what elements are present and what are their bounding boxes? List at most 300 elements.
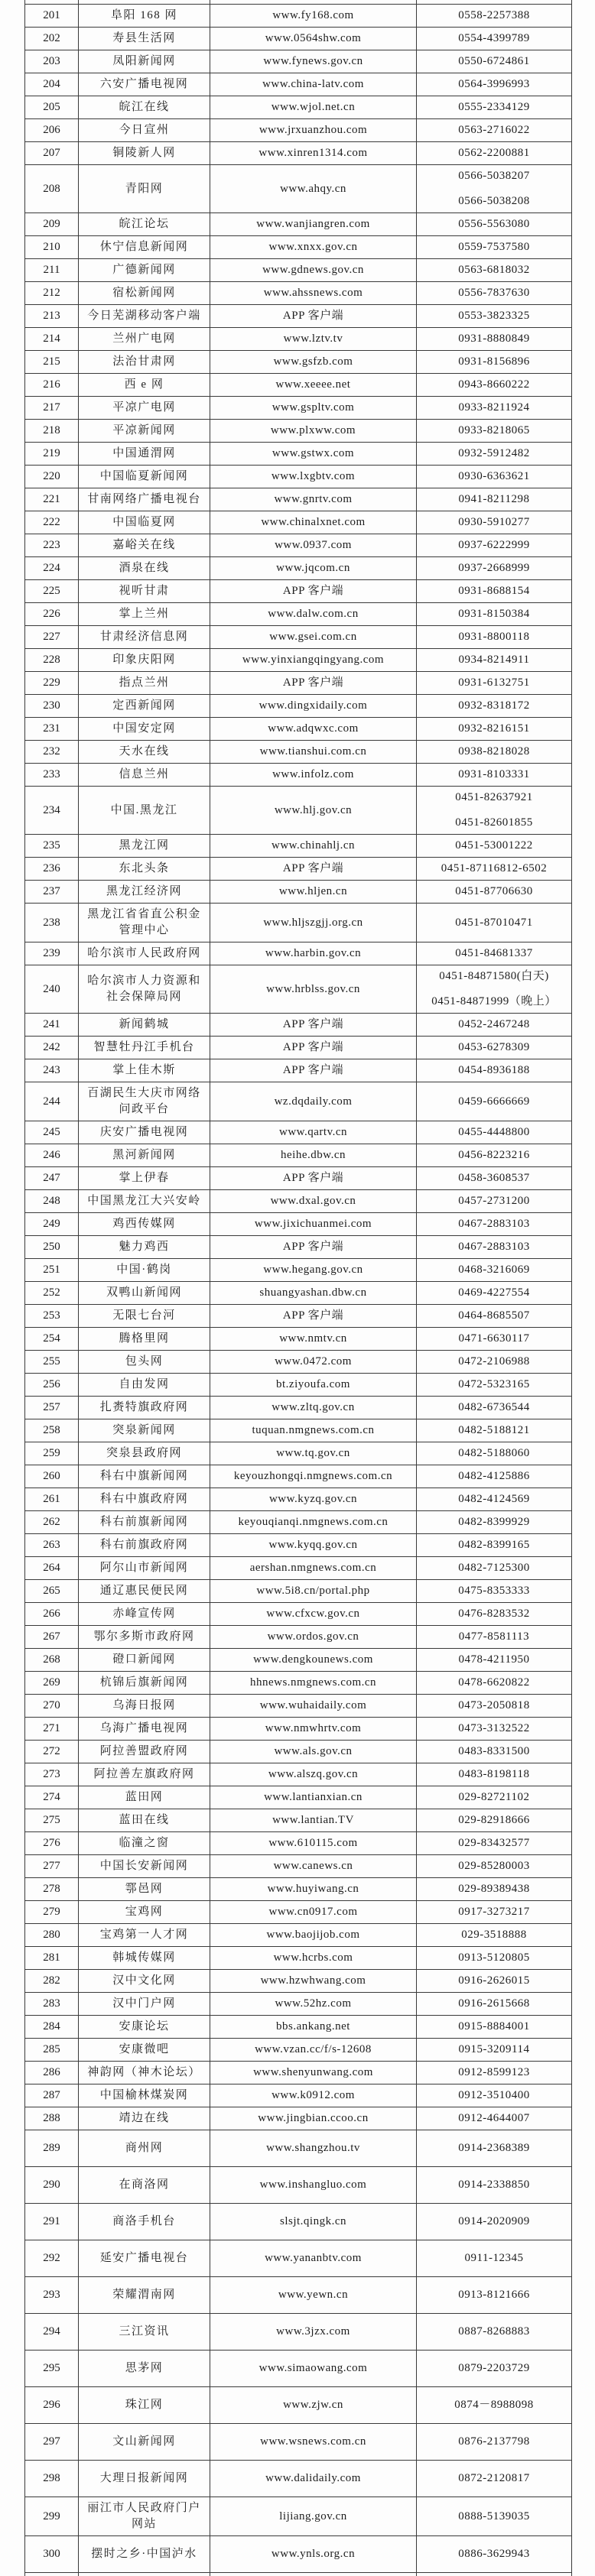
row-number-cell [25,96,79,118]
phone-cell-text: 0914-2020909 [458,2215,530,2227]
site-name-cell [79,1442,210,1465]
site-url-cell [210,282,417,304]
phone-cell-text: 0482-6736544 [458,1401,530,1413]
site-name-cell [79,1924,210,1946]
site-url-cell [210,1855,417,1877]
row-number-cell [25,2084,79,2107]
table-row [25,2130,571,2167]
row-number-cell-text: 241 [43,1018,60,1030]
site-name-cell [79,580,210,602]
site-name-cell [79,858,210,880]
site-name-cell-text: 信息兰州 [119,768,170,780]
site-url-cell [210,1672,417,1694]
site-url-cell-text: www.gstwx.com [271,447,355,459]
row-number-cell-text: 230 [43,699,60,712]
site-url-cell [210,1236,417,1258]
site-name-cell [79,1465,210,1488]
site-url-cell [210,580,417,602]
row-number-cell-text: 288 [43,2112,60,2124]
phone-cell [417,488,571,511]
phone-cell [417,50,571,73]
site-name-cell-text: 鄂尔多斯市政府网 [93,1630,195,1643]
phone-cell-text: 0457-2731200 [458,1195,530,1207]
site-name-cell-text: 安康微吧 [119,2043,170,2055]
site-name-cell [79,1397,210,1419]
site-name-cell [79,741,210,763]
phone-cell [417,1763,571,1786]
site-name-cell [79,351,210,373]
row-number-cell-text: 213 [43,310,60,322]
row-number-cell-text: 269 [43,1676,60,1689]
site-name-cell-text: 嘉峪关在线 [112,539,176,551]
row-number-cell-text: 262 [43,1516,60,1528]
site-name-cell-text: 哈尔滨市人力资源和 [87,975,201,987]
site-url-cell [210,649,417,671]
table-row [25,374,571,397]
table-row [25,2204,571,2240]
site-name-cell [79,1809,210,1831]
site-url-cell [210,1014,417,1036]
site-name-cell [79,119,210,141]
row-number-cell [25,1328,79,1350]
row-number-cell-text: 263 [43,1539,60,1551]
row-number-cell [25,374,79,396]
site-url-cell [210,942,417,965]
phone-cell [417,2107,571,2130]
site-name-cell-text: 阿尔山市新闻网 [99,1562,189,1574]
site-name-cell-text: 宝鸡网 [125,1906,164,1918]
phone-cell [417,1695,571,1717]
table-row [25,1534,571,1557]
site-url-cell [210,1993,417,2015]
site-url-cell-text: www.wuhaidaily.com [259,1699,367,1711]
row-number-cell-text: 220 [43,470,60,482]
row-number-cell-text: 286 [43,2066,60,2078]
row-number-cell-text: 291 [43,2215,60,2227]
site-name-cell [79,1488,210,1510]
phone-cell [417,1741,571,1763]
site-name-cell-text: 印象庆阳网 [112,654,176,666]
site-url-cell [210,1282,417,1304]
site-name-cell [79,2240,210,2276]
site-url-cell-text: hhnews.nmgnews.com.cn [249,1676,377,1689]
site-name-cell [79,1649,210,1671]
phone-cell [417,672,571,694]
phone-cell-text: 0459-6666669 [458,1095,530,1108]
site-url-cell-text: www.lantianxian.cn [264,1791,363,1803]
site-url-cell-text: www.cn0917.com [268,1906,358,1918]
phone-cell-text: 0879-2203729 [458,2362,530,2374]
site-name-cell [79,718,210,740]
site-name-cell [79,2016,210,2038]
table-row [25,1328,571,1351]
phone-cell [417,1190,571,1212]
phone-cell-text: 0451-82601855 [455,816,533,829]
site-name-cell-text: 神韵网（神木论坛） [87,2066,201,2078]
site-url-cell-text: www.fynews.gov.cn [263,55,363,67]
site-url-cell-text: www.plxww.com [270,424,356,436]
site-name-cell [79,466,210,488]
site-name-cell [79,695,210,717]
phone-cell-text: 0931-8688154 [458,585,530,597]
site-url-cell-text: www.ynls.org.cn [271,2548,356,2560]
site-name-cell-text: 腾格里网 [119,1332,170,1345]
site-url-cell-text: APP 客户端 [282,310,344,322]
site-url-cell-text: www.hljszgjj.org.cn [263,916,363,929]
table-row [25,764,571,787]
site-url-cell-text: www.shangzhou.tv [266,2142,360,2154]
row-number-cell [25,1144,79,1166]
phone-cell-text: 0473-3132522 [458,1722,530,1734]
site-name-cell-text: 扎赉特旗政府网 [99,1401,189,1413]
phone-cell [417,858,571,880]
row-number-cell [25,1832,79,1854]
phone-cell [417,1419,571,1442]
row-number-cell-text: 203 [43,55,60,67]
site-name-cell [79,1236,210,1258]
row-number-cell [25,2204,79,2240]
row-number-cell [25,580,79,602]
row-number-cell-text: 223 [43,539,60,551]
phone-cell-text: 0482-8399165 [458,1539,530,1551]
phone-cell [417,1213,571,1235]
row-number-cell-text: 295 [43,2362,60,2374]
site-url-cell-text: www.jingbian.ccoo.cn [258,2112,369,2124]
site-name-cell-text: 中国榆林煤炭网 [99,2089,189,2101]
site-url-cell [210,2167,417,2203]
site-url-cell-text: slsjt.qingk.cn [279,2215,346,2227]
phone-cell-text: 0937-2668999 [458,562,530,574]
table-row [25,2107,571,2130]
site-url-cell-text: www.gdnews.gov.cn [262,264,364,276]
row-number-cell-text: 212 [43,287,60,299]
phone-cell [417,626,571,648]
row-number-cell [25,1465,79,1488]
site-url-cell-text: www.lantian.TV [272,1814,354,1826]
row-number-cell-text: 210 [43,241,60,253]
row-number-cell [25,1672,79,1694]
row-number-cell [25,1419,79,1442]
row-number-cell-text: 247 [43,1172,60,1184]
phone-cell [417,1878,571,1900]
phone-cell-text: 0478-4211950 [458,1653,530,1666]
site-url-cell [210,2497,417,2535]
row-number-cell [25,1190,79,1212]
site-name-cell [79,764,210,786]
row-number-cell-text: 275 [43,1814,60,1826]
row-number-cell-text: 243 [43,1064,60,1076]
site-url-cell-text: www.nmtv.cn [279,1332,347,1345]
site-url-cell [210,1213,417,1235]
site-name-cell-text: 商洛手机台 [112,2215,176,2227]
site-name-cell [79,1305,210,1327]
site-url-cell [210,557,417,579]
phone-cell-text: 0933-8218065 [458,424,530,436]
site-name-cell-text: 文山新闻网 [112,2435,176,2448]
site-url-cell [210,2084,417,2107]
table-row [25,557,571,580]
table-row [25,259,571,282]
site-name-cell [79,374,210,396]
row-number-cell [25,1442,79,1465]
site-url-cell [210,443,417,465]
site-name-cell-text: 黑龙江省省直公积金 [87,908,201,920]
site-url-cell-text: www.jixichuanmei.com [254,1218,372,1230]
phone-cell [417,603,571,625]
row-number-cell-text: 254 [43,1332,60,1345]
site-url-cell-text: heihe.dbw.cn [281,1149,346,1161]
phone-cell-text: 0913-8121666 [458,2289,530,2301]
phone-cell-text: 0467-2883103 [458,1218,530,1230]
site-name-cell-text: 中国临夏网 [112,516,176,528]
site-name-cell-text: 甘肃经济信息网 [99,631,189,643]
row-number-cell [25,2240,79,2276]
row-number-cell [25,1351,79,1373]
site-name-cell [79,1351,210,1373]
table-row [25,282,571,305]
site-url-cell [210,1603,417,1625]
row-number-cell [25,142,79,164]
row-number-cell-text: 216 [43,378,60,391]
site-url-cell-text: www.0472.com [275,1355,352,1367]
row-number-cell-text: 293 [43,2289,60,2301]
row-number-cell [25,741,79,763]
row-number-cell-text: 236 [43,862,60,874]
phone-cell-text: 0482-4125886 [458,1470,530,1482]
site-url-cell [210,2573,417,2576]
site-url-cell-text: www.610115.com [268,1837,358,1849]
phone-cell-text: 0917-3273217 [458,1906,530,1918]
table-row [25,2084,571,2107]
site-url-cell [210,1557,417,1579]
site-url-cell-text: APP 客户端 [282,862,344,874]
site-url-cell [210,1059,417,1082]
phone-cell [417,119,571,141]
row-number-cell-text: 227 [43,631,60,643]
row-number-cell [25,557,79,579]
row-number-cell-text: 278 [43,1883,60,1895]
phone-cell-text: 0482-8399929 [458,1516,530,1528]
row-number-cell [25,1786,79,1809]
phone-cell [417,1993,571,2015]
phone-cell-text: 0941-8211298 [458,493,530,505]
site-name-cell [79,1993,210,2015]
site-url-cell-text: www.kyqq.gov.cn [268,1539,358,1551]
row-number-cell [25,787,79,834]
site-name-cell [79,1511,210,1533]
phone-cell-text: 029-89389438 [458,1883,530,1895]
table-row [25,1488,571,1511]
site-name-cell-text: 蓝田在线 [119,1814,170,1826]
site-name-cell [79,2130,210,2166]
row-number-cell [25,351,79,373]
row-number-cell [25,942,79,965]
phone-cell [417,1924,571,1946]
row-number-cell-text: 273 [43,1768,60,1780]
site-url-cell [210,96,417,118]
site-name-cell [79,0,210,4]
row-number-cell-text: 256 [43,1378,60,1390]
site-name-cell-text: 黑龙江经济网 [106,885,182,897]
phone-cell-text: 0550-6724861 [458,55,530,67]
site-url-cell [210,1970,417,1992]
row-number-cell-text: 233 [43,768,60,780]
site-url-cell-text: www.0937.com [275,539,352,551]
site-name-cell [79,142,210,164]
site-url-cell-text: www.0564shw.com [265,32,362,44]
phone-cell-text: 0563-2716022 [458,124,530,136]
table-row [25,2062,571,2084]
site-url-cell-text: www.yewn.cn [278,2289,349,2301]
row-number-cell-text: 264 [43,1562,60,1574]
table-row [25,580,571,603]
phone-cell [417,236,571,258]
phone-cell [417,1947,571,1969]
row-number-cell-text: 202 [43,32,60,44]
phone-cell-text: 029-82721102 [458,1791,530,1803]
phone-cell-text: 0454-8936188 [458,1064,530,1076]
phone-cell [417,881,571,903]
phone-cell-text: 0472-5323165 [458,1378,530,1390]
site-url-cell [210,2424,417,2460]
site-url-cell-text: www.xnxx.gov.cn [268,241,358,253]
phone-cell [417,397,571,419]
phone-cell [417,2062,571,2084]
site-url-cell [210,142,417,164]
row-number-cell [25,858,79,880]
phone-cell-text: 0451-87010471 [455,916,533,929]
phone-cell [417,1121,571,1144]
table-row [25,741,571,764]
row-number-cell-text: 255 [43,1355,60,1367]
phone-cell [417,695,571,717]
row-number-cell [25,2039,79,2061]
row-number-cell-text: 284 [43,2020,60,2033]
site-url-cell-text: www.kyzq.gov.cn [268,1493,358,1505]
row-number-cell [25,2130,79,2166]
site-url-cell [210,1488,417,1510]
site-url-cell-text: www.gsei.com.cn [269,631,357,643]
row-number-cell [25,1305,79,1327]
site-name-cell [79,165,210,213]
site-url-cell-text: keyouqianqi.nmgnews.com.cn [238,1516,389,1528]
phone-cell-text: 0931-8156896 [458,355,530,368]
site-url-cell [210,420,417,442]
site-url-cell-text: keyouzhongqi.nmgnews.com.cn [233,1470,393,1482]
site-name-cell-text: 中国长安新闻网 [99,1860,189,1872]
phone-cell [417,1082,571,1121]
site-name-cell-text: 无限七台河 [112,1309,176,1322]
site-url-cell [210,511,417,534]
site-url-cell-text: www.hcrbs.com [273,1951,353,1964]
row-number-cell [25,1741,79,1763]
phone-cell-text: 0554-4399789 [458,32,530,44]
site-url-cell-text: www.chinahlj.cn [271,839,355,852]
site-name-cell-text: 兰州广电网 [112,333,176,345]
table-row [25,96,571,119]
site-name-cell [79,28,210,50]
phone-cell-text: 0931-8150384 [458,608,530,620]
phone-cell [417,1786,571,1809]
phone-cell-text: 0471-6630117 [458,1332,530,1345]
table-row [25,1059,571,1082]
site-name-cell-text: 中国临夏新闻网 [99,470,189,482]
table-row [25,1809,571,1832]
site-url-cell-text: APP 客户端 [282,676,344,689]
row-number-cell-text: 283 [43,1997,60,2010]
site-name-cell-text: 问政平台 [119,1103,170,1115]
site-name-cell [79,1374,210,1396]
site-url-cell [210,1167,417,1189]
site-name-cell-text: 今日芜湖移动客户端 [87,310,201,322]
site-name-cell [79,1190,210,1212]
table-row [25,1901,571,1924]
site-url-cell [210,2314,417,2350]
table-row [25,50,571,73]
site-name-cell-text: 指点兰州 [119,676,170,689]
site-name-cell-text: 突泉新闻网 [112,1424,176,1436]
row-number-cell [25,1603,79,1625]
table-row [25,858,571,881]
phone-cell [417,1809,571,1831]
site-name-cell-text: 丽江市人民政府门户 [87,2502,201,2514]
table-row [25,443,571,466]
site-name-cell [79,965,210,1013]
phone-cell-text: 0914-2368389 [458,2142,530,2154]
site-name-cell [79,259,210,281]
phone-cell [417,443,571,465]
site-url-cell-text: www.chinalxnet.com [261,516,366,528]
phone-cell-text: 0912-3510400 [458,2089,530,2101]
site-url-cell [210,1741,417,1763]
phone-cell-text: 0916-2626015 [458,1974,530,1987]
site-name-cell [79,1763,210,1786]
site-name-cell [79,1626,210,1648]
site-name-cell [79,443,210,465]
phone-cell-text: 0876-2137798 [458,2435,530,2448]
row-number-cell [25,1557,79,1579]
table-row [25,1924,571,1947]
table-row [25,787,571,835]
phone-cell [417,142,571,164]
site-name-cell [79,397,210,419]
site-url-cell-text: www.wjol.net.cn [271,101,356,113]
table-row [25,2314,571,2351]
site-url-cell [210,835,417,857]
table-row [25,1855,571,1878]
phone-cell [417,374,571,396]
site-name-cell [79,2351,210,2386]
table-row [25,1741,571,1763]
site-url-cell [210,1037,417,1059]
phone-cell-text: 0483-8331500 [458,1745,530,1757]
row-number-cell-text: 274 [43,1791,60,1803]
site-name-cell [79,1419,210,1442]
site-name-cell [79,1014,210,1036]
site-url-cell [210,2039,417,2061]
row-number-cell [25,5,79,27]
phone-cell [417,282,571,304]
row-number-cell [25,28,79,50]
table-row [25,626,571,649]
table-row [25,942,571,965]
phone-cell [417,1488,571,1510]
row-number-cell-text: 252 [43,1286,60,1299]
site-name-cell-text: 皖江论坛 [119,218,170,230]
row-number-cell-text: 257 [43,1401,60,1413]
phone-cell-text: 0478-6620822 [458,1676,530,1689]
site-url-cell-text: www.nmwhrtv.com [265,1722,362,1734]
